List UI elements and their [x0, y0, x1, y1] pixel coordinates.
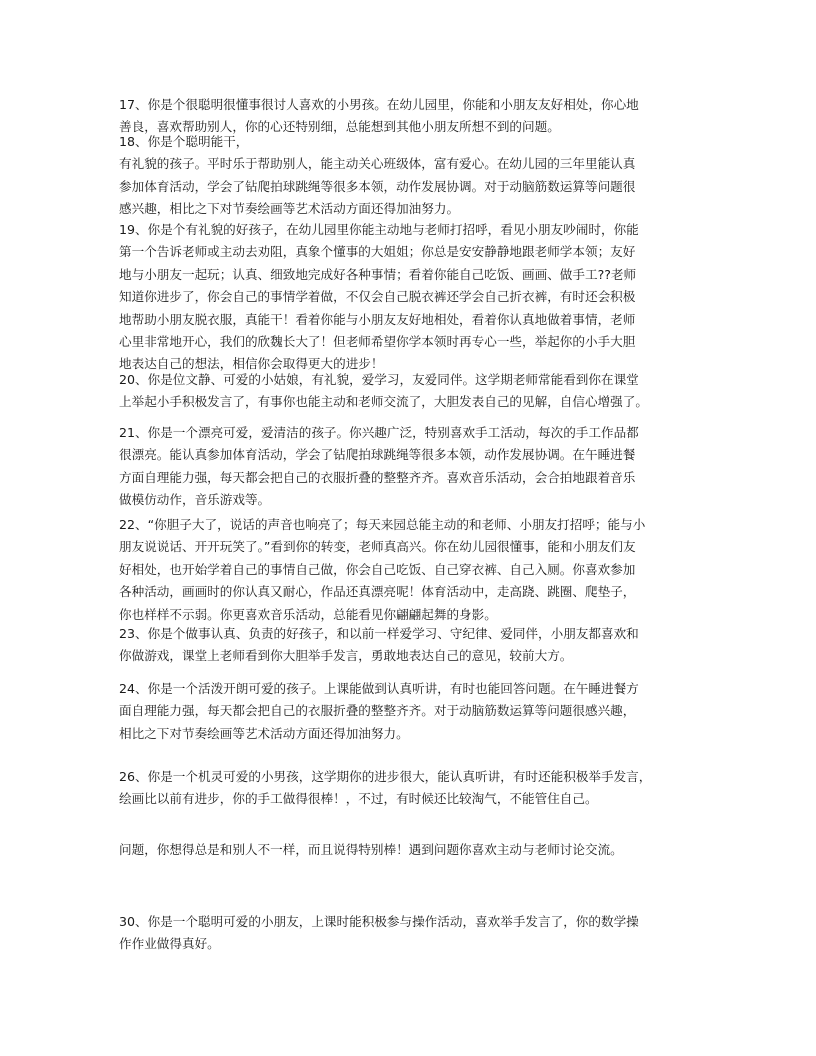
- text-line: 心里非常地开心，我们的欣魏长大了！但老师希望你学本领时再专心一些，举起你的小手大胆: [119, 333, 636, 349]
- text-line: 18、你是个聪明能干，: [119, 134, 249, 149]
- text-line: 地表达自己的想法，相信你会取得更大的进步！: [119, 356, 384, 372]
- text-line: 做模仿动作，音乐游戏等。: [119, 492, 271, 508]
- text-line: 20、你是位文静、可爱的小姑娘，有礼貌，爱学习，友爱同伴。这学期老师常能看到你在课堂: [119, 372, 639, 387]
- comment-fragment: [119, 839, 699, 861]
- text-line: 相比之下对节奏绘画等艺术活动方面还得加油努力。: [119, 725, 409, 741]
- text-line: 面自理能力强，每天都会把自己的衣服折叠的整整齐齐。对于动脑筋数运算等问题很感兴趣，: [119, 703, 636, 719]
- text-line: 问题，你想得总是和别人不一样，而且说得特别棒！遇到问题你喜欢主动与老师讨论交流。: [119, 842, 623, 857]
- text-line: 作作业做得真好。: [119, 936, 220, 952]
- text-line: 你也样样不示弱。你更喜欢音乐活动，总能看见你翩翩起舞的身影。: [119, 606, 497, 622]
- text-line: 第一个告诉老师或主动去劝阻，真象个懂事的大姐姐；你总是安安静静地跟老师学本领；友好: [119, 244, 636, 260]
- text-line: 方面自理能力强，每天都会把自己的衣服折叠的整整齐齐。喜欢音乐活动，会合拍地跟着音乐: [119, 469, 636, 485]
- comment-24: [119, 678, 699, 745]
- text-line: 知道你进步了，你会自己的事情学着做，不仅会自己脱衣裤还学会自己折衣裤，有时还会积极: [119, 289, 636, 305]
- text-line: 22、“你胆子大了，说话的声音也响亮了；每天来园总能主动的和老师、小朋友打招呼；能与小: [119, 517, 646, 532]
- comment-26: [119, 766, 699, 811]
- comment-22: [119, 514, 699, 626]
- text-line: 有礼貌的孩子。平时乐于帮助别人，能主动关心班级体，富有爱心。在幼儿园的三年里能认真: [119, 156, 636, 172]
- text-line: 绘画比以前有进步，你的手工做得很棒！，不过，有时候还比较淘气，不能管住自己。: [119, 791, 598, 807]
- comment-19: [119, 219, 699, 376]
- text-line: 地帮助小朋友脱衣服，真能干！看着你能与小朋友友好地相处，看着你认真地做着事情，老师: [119, 311, 636, 327]
- comment-23: [119, 623, 699, 668]
- text-line: 你做游戏，课堂上老师看到你大胆举手发言，勇敢地表达自己的意见，较前大方。: [119, 648, 573, 664]
- text-line: 24、你是一个活泼开朗可爱的孩子。上课能做到认真听讲，有时也能回答问题。在午睡进餐方: [119, 681, 639, 696]
- text-line: 参加体育活动，学会了钻爬拍球跳绳等很多本领，动作发展协调。对于动脑筋数运算等问题很: [119, 178, 636, 194]
- text-line: 感兴趣，相比之下对节奏绘画等艺术活动方面还得加油努力。: [119, 201, 460, 217]
- text-line: 很漂亮。能认真参加体育活动，学会了钻爬拍球跳绳等很多本领，动作发展协调。在午睡进餐: [119, 447, 636, 463]
- comment-20: [119, 369, 699, 414]
- text-line: 好相处，也开始学着自己的事情自己做，你会自己吃饭、自己穿衣裤、自己入厕。你喜欢参加: [119, 561, 636, 577]
- text-line: 地与小朋友一起玩；认真、细致地完成好各种事情；看着你能自己吃饭、画画、做手工??老师: [119, 266, 637, 282]
- text-line: 善良，喜欢帮助别人，你的心还特别细，总能想到其他小朋友所想不到的问题。: [119, 119, 560, 135]
- text-line: 各种活动，画画时的你认真又耐心，作品还真漂亮呢！体育活动中，走高跷、跳圈、爬垫子，: [119, 584, 636, 600]
- text-line: 26、你是一个机灵可爱的小男孩，这学期你的进步很大，能认真听讲，有时还能积极举手发言，: [119, 769, 652, 784]
- text-line: 21、你是一个漂亮可爱，爱清洁的孩子。你兴趣广泛，特别喜欢手工活动，每次的手工作品都: [119, 425, 639, 440]
- text-line: 19、你是个有礼貌的好孩子，在幼儿园里你能主动地与老师打招呼，看见小朋友吵闹时，你能: [119, 222, 639, 237]
- text-line: 23、你是个做事认真、负责的好孩子，和以前一样爱学习、守纪律、爱同伴，小朋友都喜欢和: [119, 626, 639, 641]
- text-line: 朋友说说话、开开玩笑了。”看到你的转变，老师真高兴。你在幼儿园很懂事，能和小朋友们友: [119, 539, 636, 555]
- comment-18: [119, 131, 699, 221]
- comment-30: [119, 911, 699, 956]
- comment-21: [119, 422, 699, 512]
- text-line: 17、你是个很聪明很懂事很讨人喜欢的小男孩。在幼儿园里，你能和小朋友友好相处，你心地: [119, 97, 639, 112]
- text-line: 30、你是一个聪明可爱的小朋友，上课时能积极参与操作活动，喜欢举手发言了，你的数学操: [119, 914, 639, 929]
- text-line: 上举起小手积极发言了，有事你也能主动和老师交流了，大胆发表自己的见解，自信心增强了。: [119, 394, 648, 410]
